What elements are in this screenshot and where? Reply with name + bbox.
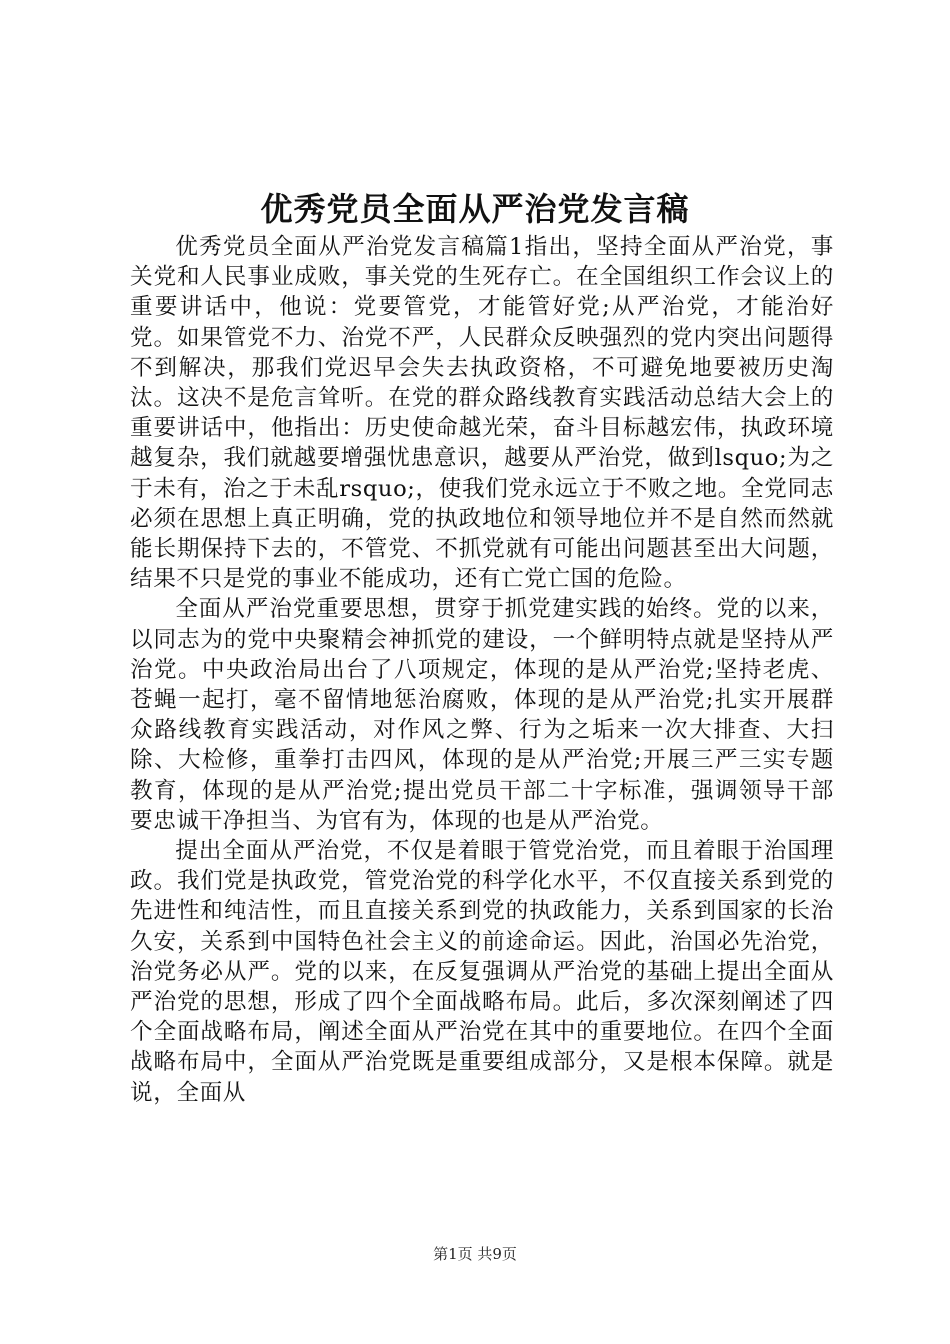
document-body (130, 232, 834, 1108)
paragraph-2: 全面从严治党重要思想，贯穿于抓党建实践的始终。党的以来，以同志为的党中央聚精会神抓党的建设，一个鲜明特点就是坚持从严治党。中央政治局出台了八项规定，体现的是从严治党;坚持老虎、苍蝇一起打，毫不留情地惩治腐败，体现的是从严治党;扎实开展群众路线教育实践活动，对作风之弊、行为之垢来一次大排查、大扫除、大检修，重拳打击四风，体现的是从严治党;开展三严三实专题教育，体现的是从严治党;提出党员干部二十字标准，强调领导干部要忠诚干净担当、为官有为，体现的也是从严治党。 (130, 596, 834, 834)
paragraph-1: 优秀党员全面从严治党发言稿篇1指出，坚持全面从严治党，事关党和人民事业成败，事关党的生死存亡。在全国组织工作会议上的重要讲话中，他说：党要管党，才能管好党;从严治党，才能治好党。如果管党不力、治党不严，人民群众反映强烈的党内突出问题得不到解决，那我们党迟早会失去执政资格，不可避免地要被历史淘汰。这决不是危言耸听。在党的群众路线教育实践活动总结大会上的重要讲话中，他指出：历史使命越光荣，奋斗目标越宏伟，执政环境越复杂，我们就越要增强忧患意识，越要从严治党，做到lsquo;为之于未有，治之于未乱rsquo;，使我们党永远立于不败之地。全党同志必须在思想上真正明确，党的执政地位和领导地位并不是自然而然就能长期保持下去的，不管党、不抓党就有可能出问题甚至出大问题，结果不只是党的事业不能成功，还有亡党亡国的危险。 (130, 234, 834, 593)
paragraph-3: 提出全面从严治党，不仅是着眼于管党治党，而且着眼于治国理政。我们党是执政党，管党治党的科学化水平，不仅直接关系到党的先进性和纯洁性，而且直接关系到党的执政能力，关系到国家的长治久安，关系到中国特色社会主义的前途命运。因此，治国必先治党，治党务必从严。党的以来，在反复强调从严治党的基础上提出全面从严治党的思想，形成了四个全面战略布局。此后，多次深刻阐述了四个全面战略布局，阐述全面从严治党在其中的重要地位。在四个全面战略布局中，全面从严治党既是重要组成部分，又是根本保障。就是说，全面从 (130, 838, 834, 1106)
document-title: 优秀党员全面从严治党发言稿 (260, 190, 690, 228)
page-number-footer: 第1页 共9页 (433, 1245, 517, 1263)
